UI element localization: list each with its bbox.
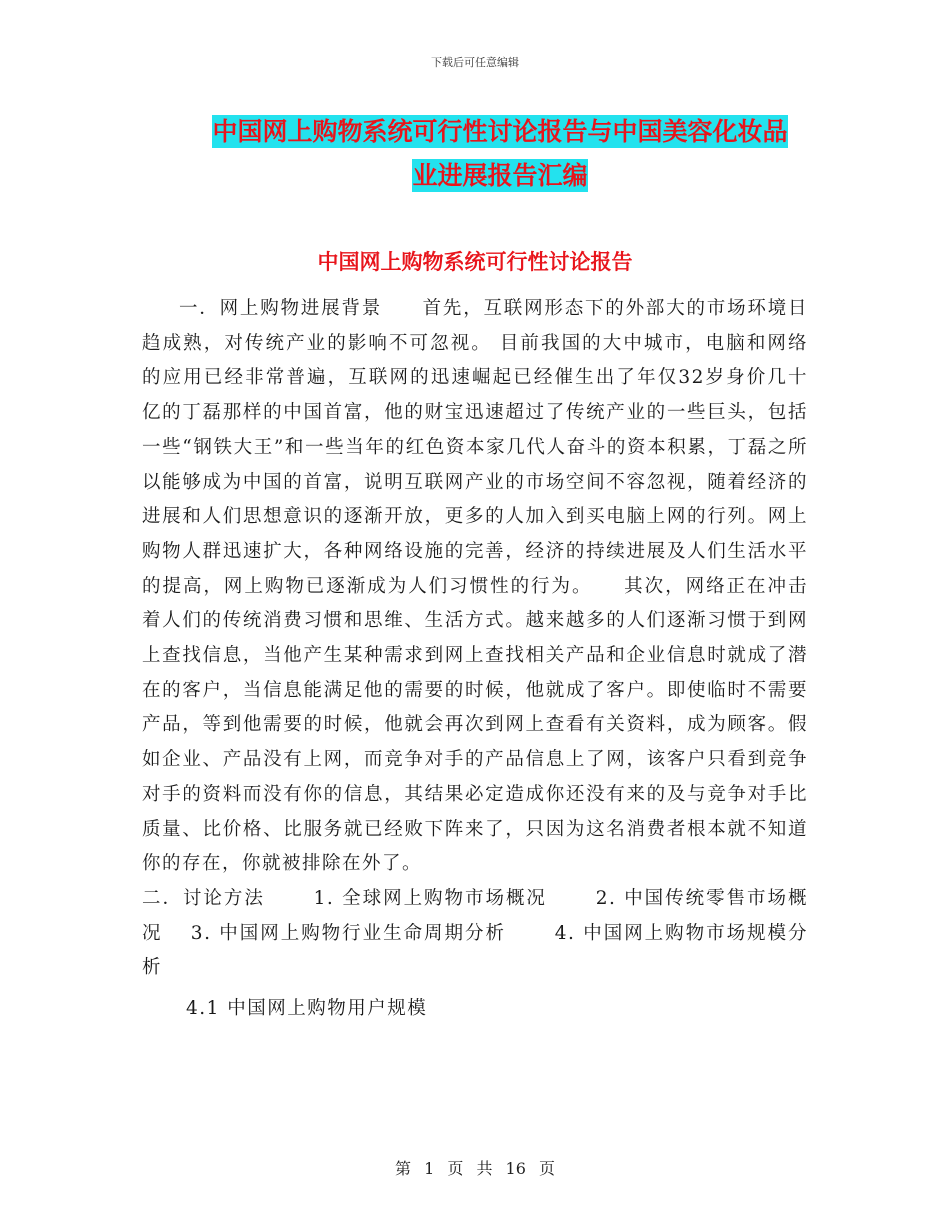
paragraph-background: 一．网上购物进展背景 首先，互联网形态下的外部大的市场环境日趋成熟，对传统产业的影响不可忽视。 目前我国的大中城市，电脑和网络的应用已经非常普遍，互联网的迅速崛起已经催生出了年仅32岁身价几十亿的丁磊那样的中国首富，他的财宝迅速超过了传统产业的一些巨头，包括一些“钢铁大王”和一些当年的红色资本家几代人奋斗的资本积累，丁磊之所以能够成为中国的首富，说明互联网产业的市场空间不容忽视，随着经济的进展和人们思想意识的逐渐开放，更多的人加入到买电脑上网的行列。网上购物人群迅速扩大，各种网络设施的完善，经济的持续进展及人们生活水平的提高，网上购物已逐渐成为人们习惯性的行为。 其次，网络正在冲击着人们的传统消费习惯和思维、生活方式。越来越多的人们逐渐习惯于到网上查找信息，当他产生某种需求到网上查找相关产品和企业信息时就成了潜在的客户，当信息能满足他的需要的时候，他就成了客户。即使临时不需要产品，等到他需要的时候，他就会再次到网上查看有关资料，成为顾客。假如企业、产品没有上网，而竞争对手的产品信息上了网，该客户只看到竞争对手的资料而没有你的信息，其结果必定造成你还没有来的及与竞争对手比质量、比价格、比服务就已经败下阵来了，只因为这名消费者根本就不知道你的存在，你就被排除在外了。 [142, 298, 808, 875]
document-title-line1: 中国网上购物系统可行性讨论报告与中国美容化妆品 [212, 117, 788, 146]
paragraph-methods: 二．讨论方法 1. 全球网上购物市场概况 2. 中国传统零售市场概况 3. 中国网上购物行业生命周期分析 4. 中国网上购物市场规模分析 [142, 887, 808, 979]
page-number-footer: 第 1 页 共 16 页 [395, 1159, 555, 1178]
section-title: 中国网上购物系统可行性讨论报告 [317, 250, 633, 274]
document-body [142, 292, 808, 1027]
subheading-user-scale: 4.1 中国网上购物用户规模 [186, 998, 428, 1020]
document-title [140, 110, 860, 198]
document-title-line2: 业进展报告汇编 [412, 161, 588, 190]
page-header-note: 下载后可任意编辑 [431, 56, 519, 69]
